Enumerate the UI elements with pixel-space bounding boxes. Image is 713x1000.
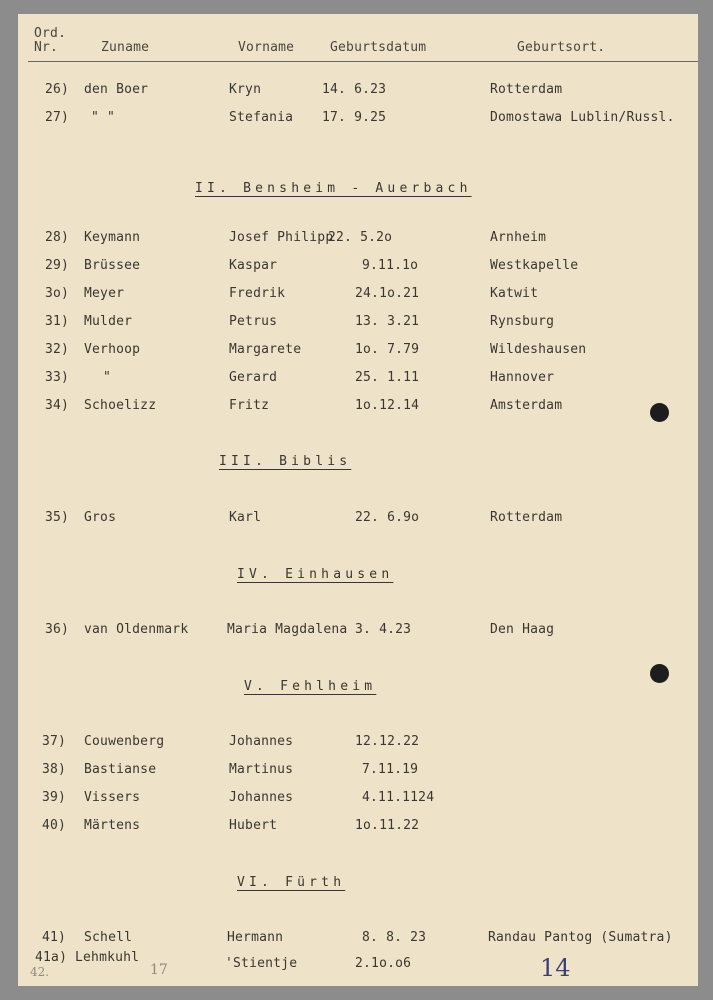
row-datum: 24.1o.21 (355, 286, 420, 301)
row-zuname: Schell (84, 930, 133, 945)
row-datum: 3. 4.23 (355, 622, 412, 637)
row-nr: 34) (45, 398, 70, 413)
row-vorname: Fritz (229, 398, 270, 413)
row-zuname: den Boer (84, 82, 149, 97)
row-ort: Katwit (490, 286, 539, 301)
row-datum: 4.11.1124 (362, 790, 435, 805)
row-datum: 25. 1.11 (355, 370, 420, 385)
row-datum: 13. 3.21 (355, 314, 420, 329)
row-ort: Rynsburg (490, 314, 555, 329)
row-zuname: Verhoop (84, 342, 141, 357)
row-vorname: Karl (229, 510, 262, 525)
row-datum: 14. 6.23 (322, 82, 387, 97)
row-vorname: Maria Magdalena (227, 622, 348, 637)
column-header-geburtsort: Geburtsort. (517, 40, 606, 55)
row-nr: 39) (42, 790, 67, 805)
handwritten-date-mark: 17 (150, 962, 168, 978)
row-vorname: 'Stientje (225, 956, 298, 971)
row-vorname: Kryn (229, 82, 262, 97)
row-ort: Domostawa Lublin/Russl. (490, 110, 675, 125)
row-nr: 26) (45, 82, 70, 97)
row-nr: 32) (45, 342, 70, 357)
row-zuname: " " (91, 110, 116, 125)
row-ort: Arnheim (490, 230, 547, 245)
row-datum: 22. 6.9o (355, 510, 420, 525)
row-nr: 41) (42, 930, 67, 945)
row-nr: 35) (45, 510, 70, 525)
row-zuname: " (103, 370, 112, 385)
row-nr: 28) (45, 230, 70, 245)
section-heading: VI. Fürth (237, 875, 346, 890)
row-ort: Wildeshausen (490, 342, 587, 357)
row-nr: 3o) (45, 286, 70, 301)
row-datum: 1o. 7.79 (355, 342, 420, 357)
row-vorname: Fredrik (229, 286, 286, 301)
row-zuname: van Oldenmark (84, 622, 189, 637)
section-heading: III. Biblis (219, 454, 352, 469)
row-vorname: Johannes (229, 790, 294, 805)
column-header-geburtsdatum: Geburtsdatum (330, 40, 427, 55)
handwritten-page-number: 14 (540, 954, 571, 982)
row-nr: 41a) (35, 950, 68, 965)
row-datum: 9.11.1o (362, 258, 419, 273)
section-heading: IV. Einhausen (237, 567, 394, 582)
column-header-zuname: Zuname (101, 40, 150, 55)
row-ort: Den Haag (490, 622, 555, 637)
row-datum: 17. 9.25 (322, 110, 387, 125)
row-vorname: Johannes (229, 734, 294, 749)
row-ort: Amsterdam (490, 398, 563, 413)
row-datum: 22. 5.2o (328, 230, 393, 245)
row-vorname: Hubert (229, 818, 278, 833)
row-nr: 36) (45, 622, 70, 637)
row-datum: 2.1o.o6 (355, 956, 412, 971)
row-nr: 38) (42, 762, 67, 777)
row-vorname: Gerard (229, 370, 278, 385)
row-zuname: Keymann (84, 230, 141, 245)
document-page (18, 14, 698, 986)
row-zuname: Brüssee (84, 258, 141, 273)
row-vorname: Martinus (229, 762, 294, 777)
row-vorname: Hermann (227, 930, 284, 945)
row-datum: 1o.11.22 (355, 818, 420, 833)
punch-hole (650, 403, 669, 422)
row-zuname: Schoelizz (84, 398, 157, 413)
row-zuname: Vissers (84, 790, 141, 805)
row-zuname: Bastianse (84, 762, 157, 777)
row-nr: 29) (45, 258, 70, 273)
column-header-nr: Nr. (34, 40, 59, 55)
section-heading: V. Fehlheim (244, 679, 377, 694)
row-nr: 37) (42, 734, 67, 749)
row-ort: Randau Pantog (Sumatra) (488, 930, 673, 945)
row-vorname: Kaspar (229, 258, 278, 273)
row-vorname: Stefania (229, 110, 294, 125)
row-ort: Westkapelle (490, 258, 579, 273)
row-zuname: Mulder (84, 314, 133, 329)
row-zuname: Couwenberg (84, 734, 165, 749)
column-header-vorname: Vorname (238, 40, 295, 55)
row-datum: 12.12.22 (355, 734, 420, 749)
row-ort: Rotterdam (490, 82, 563, 97)
row-vorname: Josef Philipp (229, 230, 334, 245)
row-vorname: Margarete (229, 342, 302, 357)
section-heading: II. Bensheim - Auerbach (195, 181, 472, 196)
row-vorname: Petrus (229, 314, 278, 329)
row-zuname: Gros (84, 510, 117, 525)
row-ort: Rotterdam (490, 510, 563, 525)
row-zuname: Meyer (84, 286, 125, 301)
row-zuname: Lehmkuhl (75, 950, 140, 965)
row-datum: 1o.12.14 (355, 398, 420, 413)
row-nr: 27) (45, 110, 70, 125)
row-zuname: Märtens (84, 818, 141, 833)
header-rule (28, 61, 698, 62)
row-datum: 8. 8. 23 (362, 930, 427, 945)
row-nr: 40) (42, 818, 67, 833)
column-header-ord: Ord. (34, 26, 67, 41)
handwritten-margin-number: 42. (30, 965, 50, 979)
row-nr: 33) (45, 370, 70, 385)
row-datum: 7.11.19 (362, 762, 419, 777)
row-ort: Hannover (490, 370, 555, 385)
punch-hole (650, 664, 669, 683)
row-nr: 31) (45, 314, 70, 329)
